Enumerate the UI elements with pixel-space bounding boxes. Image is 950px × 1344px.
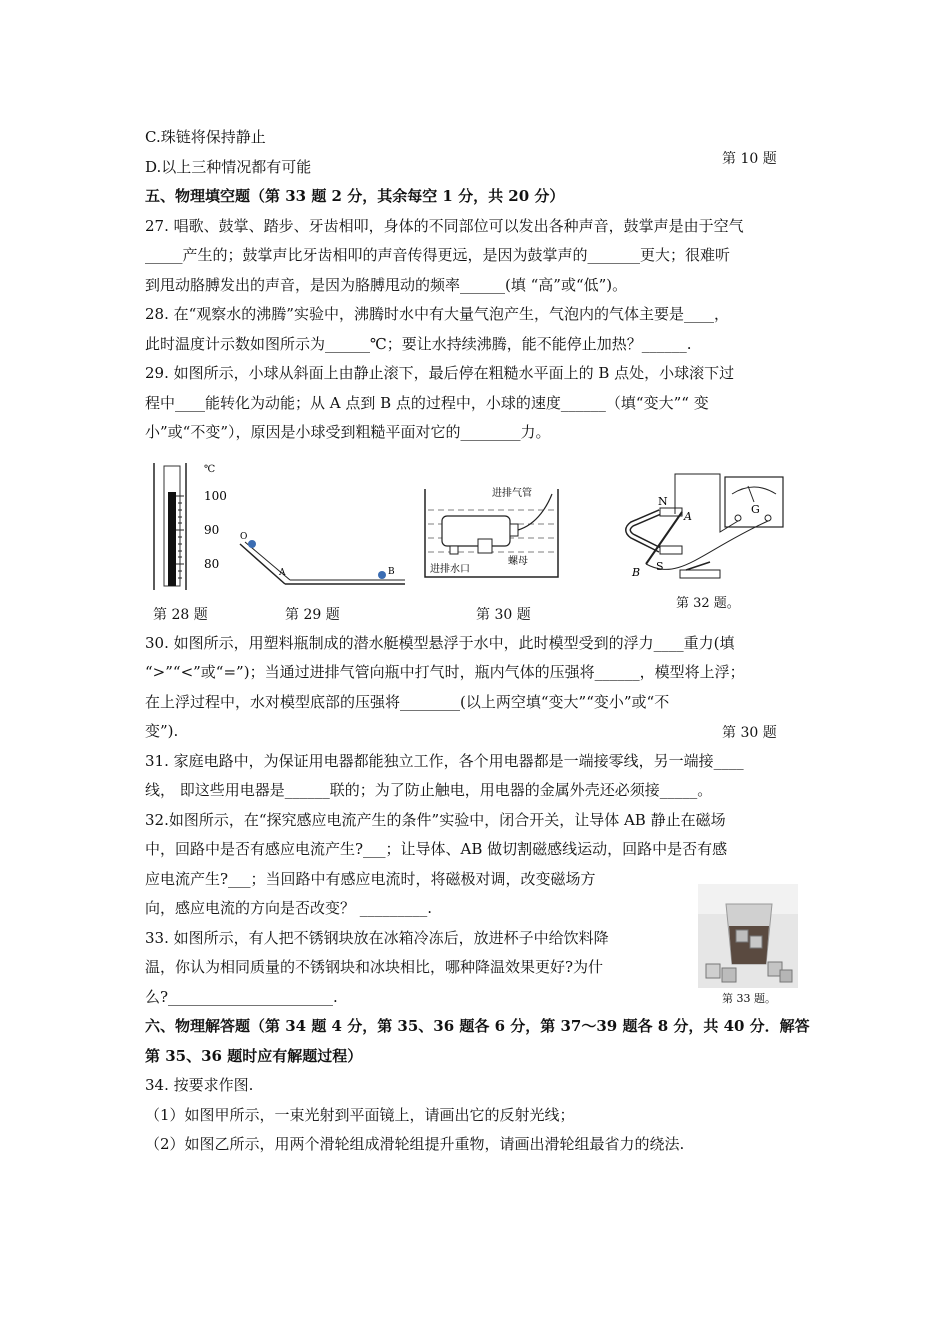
meter-label: G <box>751 503 760 516</box>
label-s: S <box>656 560 664 573</box>
submarine-figure <box>420 484 565 582</box>
q32-line3: 应电流产生?___；当回路中有感应电流时，将磁极对调，改变磁场方 <box>145 870 596 888</box>
q28-line1: 28. 在“观察水的沸腾”实验中，沸腾时水中有大量气泡产生，气泡内的气体主要是____， <box>145 305 729 323</box>
section-6-heading-2: 第 35、36 题时应有解题过程） <box>145 1047 363 1065</box>
label-o: O <box>240 532 248 542</box>
q27-line3: 到甩动胳膊发出的声音，是因为胳膊甩动的频率______(填 “高”或“低”)。 <box>145 276 628 294</box>
caption-q32: 第 32 题。 <box>676 596 740 611</box>
q33-line3: 么?______________________. <box>145 988 338 1006</box>
caption-q29: 第 29 题 <box>285 607 340 623</box>
q28-line2: 此时温度计示数如图所示为______℃；要让水持续沸腾，能不能停止加热？______. <box>145 335 692 353</box>
caption-q30-right: 第 30 题 <box>722 725 777 741</box>
label-b: B <box>632 566 641 579</box>
q34-line1: 34. 按要求作图. <box>145 1076 254 1094</box>
option-c: C.珠链将保持静止 <box>145 128 266 146</box>
label-water-port: 进排水口 <box>430 564 470 575</box>
q32-line2: 中，回路中是否有感应电流产生?___；让导体、AB 做切割磁感线运动，回路中是否有感 <box>145 840 728 858</box>
caption-q30: 第 30 题 <box>476 607 531 623</box>
q30-line2: “>”“<”或“=”)；当通过进排气管向瓶中打气时，瓶内气体的压强将______，模型将上浮； <box>145 663 745 681</box>
tick-90: 90 <box>204 523 220 537</box>
q29-line1: 29. 如图所示，小球从斜面上由静止滚下，最后停在粗糙水平面上的 B 点处，小球滚下过 <box>145 364 735 382</box>
q30-line4: 变”). <box>145 722 179 740</box>
tick-80: 80 <box>204 557 220 571</box>
section-5-heading: 五、物理填空题（第 33 题 2 分，其余每空 1 分，共 20 分） <box>145 187 565 205</box>
caption-q10: 第 10 题 <box>722 151 777 167</box>
label-nut: 螺母 <box>508 556 528 567</box>
tick-100: 100 <box>204 489 227 503</box>
q31-line1: 31. 家庭电路中，为保证用电器都能独立工作，各个用电器都是一端接零线，另一端接____ <box>145 752 744 770</box>
q34-line3: （2）如图乙所示，用两个滑轮组成滑轮组提升重物，请画出滑轮组最省力的绕法. <box>145 1135 685 1153</box>
incline-figure <box>235 530 410 592</box>
label-a: A <box>279 568 286 578</box>
induction-figure <box>620 472 790 590</box>
caption-q28: 第 28 题 <box>153 607 208 623</box>
steel-cubes-photo <box>698 884 798 988</box>
q30-line3: 在上浮过程中，水对模型底部的压强将________(以上两空填“变大”“变小”或“不 <box>145 693 670 711</box>
section-6-heading-1: 六、物理解答题（第 34 题 4 分，第 35、36 题各 6 分，第 37～39 题各 8 分，共 40 分．解答 <box>145 1017 810 1035</box>
label-b: B <box>388 567 395 577</box>
option-d: D.以上三种情况都有可能 <box>145 158 312 176</box>
caption-q33: 第 33 题。 <box>722 992 776 1005</box>
q34-line2: （1）如图甲所示，一束光射到平面镜上，请画出它的反射光线； <box>145 1106 575 1124</box>
label-n: N <box>658 495 668 508</box>
q31-line2: 线， 即这些用电器是______联的；为了防止触电，用电器的金属外壳还必须接_____。 <box>145 781 713 799</box>
q32-line4: 向，感应电流的方向是否改变？ _________. <box>145 899 433 917</box>
q27-line2: _____产生的；鼓掌声比牙齿相叩的声音传得更远，是因为鼓掌声的_______更大；很难听 <box>145 246 731 264</box>
q29-line3: 小”或“不变”），原因是小球受到粗糙平面对它的________力。 <box>145 423 551 441</box>
thermometer-unit: ℃ <box>204 464 216 475</box>
q33-line2: 温，你认为相同质量的不锈钢块和冰块相比，哪种降温效果更好?为什 <box>145 958 604 976</box>
q29-line2: 程中____能转化为动能；从 A 点到 B 点的过程中，小球的速度______（填“变大”“ 变 <box>145 394 709 412</box>
label-a: A <box>684 510 692 523</box>
label-air-tube: 进排气管 <box>492 488 532 499</box>
q33-line1: 33. 如图所示，有人把不锈钢块放在冰箱冷冻后，放进杯子中给饮料降 <box>145 929 609 947</box>
thermometer-figure <box>148 458 228 593</box>
q30-line1: 30. 如图所示，用塑料瓶制成的潜水艇模型悬浮于水中，此时模型受到的浮力____重力(填 <box>145 634 735 652</box>
q27-line1: 27. 唱歌、鼓掌、踏步、牙齿相叩，身体的不同部位可以发出各种声音，鼓掌声是由于空气 <box>145 217 744 235</box>
q32-line1: 32.如图所示，在“探究感应电流产生的条件”实验中，闭合开关，让导体 AB 静止在磁场 <box>145 811 726 829</box>
